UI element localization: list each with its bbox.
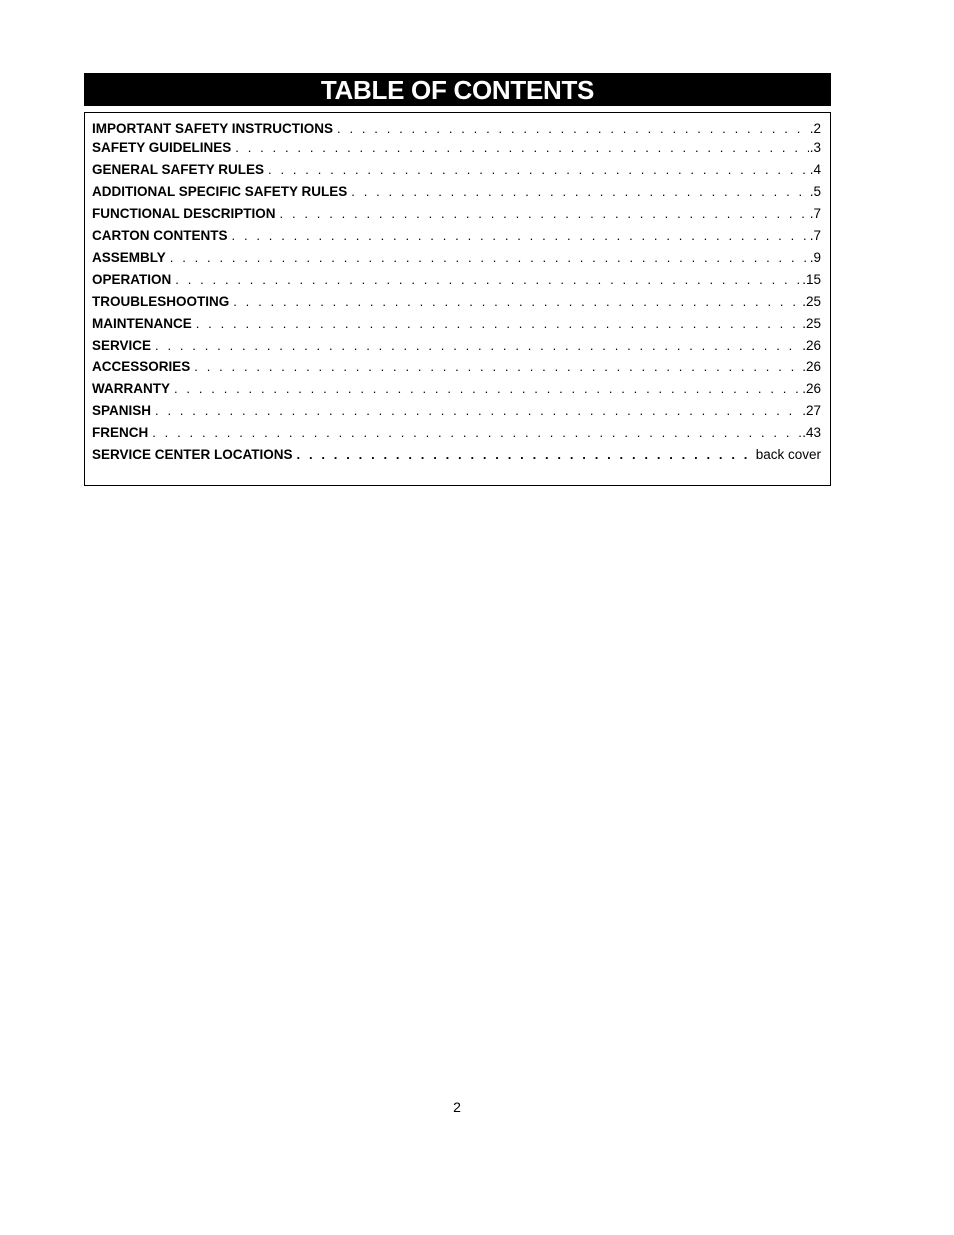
toc-entry-title: IMPORTANT SAFETY INSTRUCTIONS <box>92 121 334 136</box>
toc-entry-title: ACCESSORIES <box>92 359 191 374</box>
toc-dot-leader <box>235 139 808 157</box>
toc-entry[interactable] <box>92 358 821 376</box>
toc-entry[interactable] <box>92 161 821 179</box>
toc-dot-leader <box>155 402 801 420</box>
toc-dot-leader <box>268 161 809 179</box>
toc-entry-title: ASSEMBLY <box>92 250 166 265</box>
toc-entry[interactable] <box>92 380 821 398</box>
toc-entry[interactable] <box>92 315 821 333</box>
toc-entry[interactable] <box>92 205 821 223</box>
toc-entry-title: SPANISH <box>92 403 152 418</box>
toc-entry-title: FRENCH <box>92 425 149 440</box>
toc-dot-leader <box>152 424 801 442</box>
toc-entry-title: SERVICE <box>92 338 152 353</box>
toc-dot-leader <box>297 446 755 464</box>
toc-entry-title: MAINTENANCE <box>92 316 192 331</box>
toc-dot-leader <box>155 337 801 355</box>
toc-entry-title: WARRANTY <box>92 381 170 396</box>
toc-entry-title: SAFETY GUIDELINES <box>92 140 232 155</box>
toc-entry-page: back cover <box>755 447 821 462</box>
toc-entry-page: .25 <box>802 294 821 309</box>
toc-dot-leader <box>175 271 801 289</box>
toc-entry-title: FUNCTIONAL DESCRIPTION <box>92 206 276 221</box>
toc-dot-leader <box>196 315 801 333</box>
toc-entry-title: CARTON CONTENTS <box>92 228 228 243</box>
toc-entry[interactable] <box>92 120 821 138</box>
page-number: 2 <box>453 1099 461 1115</box>
toc-entry[interactable] <box>92 183 821 201</box>
toc-entry[interactable] <box>92 227 821 245</box>
page-title: TABLE OF CONTENTS <box>84 73 831 106</box>
table-of-contents <box>84 112 831 486</box>
toc-dot-leader <box>280 205 809 223</box>
toc-entry-page: .9 <box>809 250 821 265</box>
toc-entry-title: ADDITIONAL SPECIFIC SAFETY RULES <box>92 184 348 199</box>
toc-entry[interactable] <box>92 402 821 420</box>
toc-entry-page: .4 <box>809 162 821 177</box>
toc-dot-leader <box>351 183 808 201</box>
toc-dot-leader <box>194 358 801 376</box>
toc-entry-page: .7 <box>809 206 821 221</box>
toc-dot-leader <box>232 227 809 245</box>
toc-entry-page: .5 <box>809 184 821 199</box>
toc-entry[interactable] <box>92 249 821 267</box>
toc-entry-page: .15 <box>802 272 821 287</box>
toc-entry-page: .26 <box>802 359 821 374</box>
toc-entry[interactable] <box>92 424 821 442</box>
toc-dot-leader <box>170 249 809 267</box>
toc-entry-title: OPERATION <box>92 272 172 287</box>
toc-entry-title: GENERAL SAFETY RULES <box>92 162 265 177</box>
toc-entry-page: .26 <box>802 381 821 396</box>
toc-dot-leader <box>337 120 809 138</box>
toc-entry[interactable] <box>92 293 821 311</box>
toc-entry-page: .27 <box>802 403 821 418</box>
toc-entry[interactable] <box>92 271 821 289</box>
toc-dot-leader <box>174 380 801 398</box>
toc-entry[interactable] <box>92 139 821 157</box>
toc-entry-page: .25 <box>802 316 821 331</box>
toc-entry-page: .43 <box>802 425 821 440</box>
toc-entry-page: .3 <box>809 140 821 155</box>
toc-entry-title: TROUBLESHOOTING <box>92 294 230 309</box>
toc-entry-page: .26 <box>802 338 821 353</box>
toc-entry[interactable] <box>92 446 821 464</box>
toc-entry-page: .7 <box>809 228 821 243</box>
toc-dot-leader <box>233 293 801 311</box>
toc-entry-page: .2 <box>809 121 821 136</box>
toc-entry[interactable] <box>92 337 821 355</box>
toc-entry-title: SERVICE CENTER LOCATIONS <box>92 447 293 462</box>
